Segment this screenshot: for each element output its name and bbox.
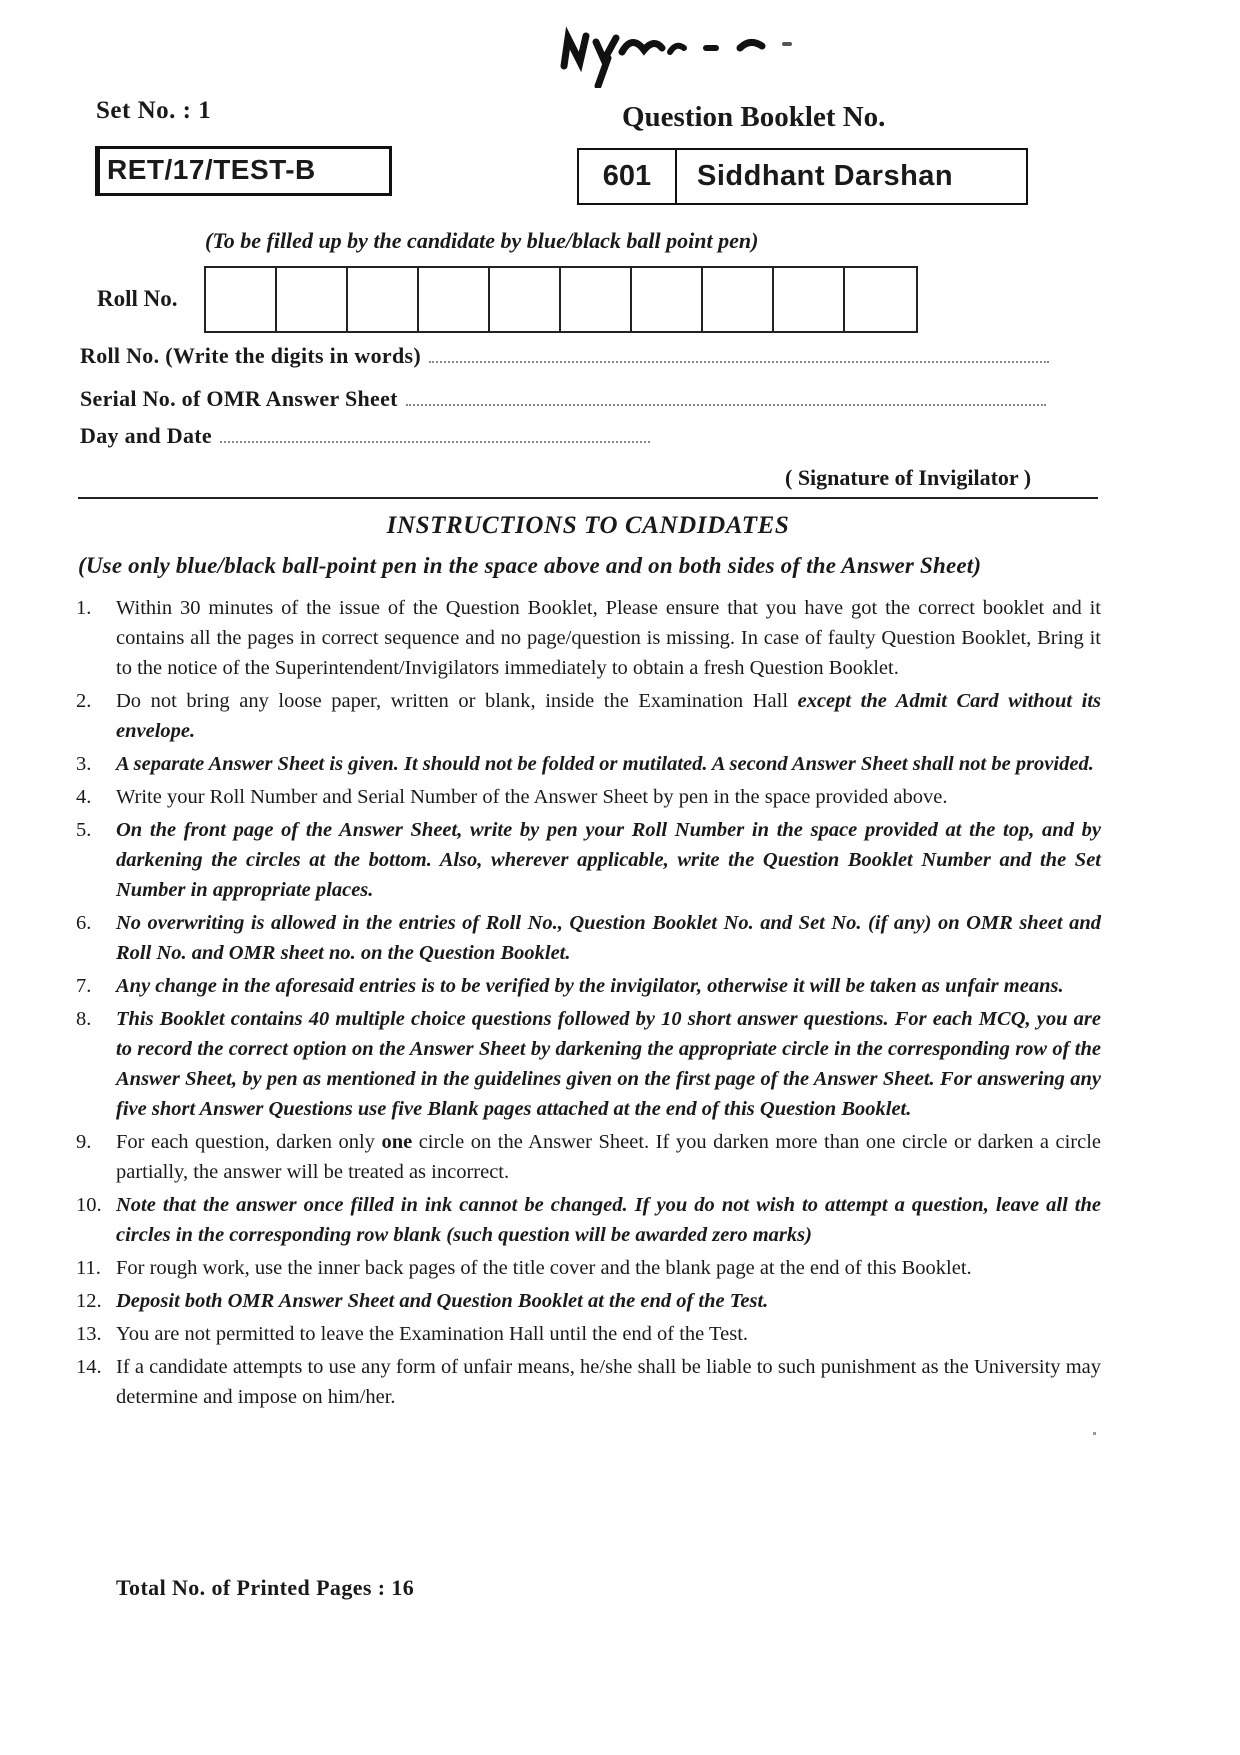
instruction-text: Within 30 minutes of the issue of the Question Booklet, Please ensure that you have got the correct booklet and it contains all the pages in correct sequence and no page/question is missing. In case of faulty Question Booklet, Bring it to the notice of the Superintendent/Invigilators immediately to obtain a fresh Question Booklet.: [116, 597, 1101, 679]
roll-no-words-row: [80, 343, 1049, 369]
roll-no-label: Roll No.: [97, 286, 178, 311]
total-printed-pages: Total No. of Printed Pages : 16: [116, 1575, 415, 1600]
roll-digit-box[interactable]: [632, 268, 703, 331]
instruction-text: For rough work, use the inner back pages of the title cover and the blank page at the end of this Booklet.: [116, 1257, 972, 1279]
roll-digit-box[interactable]: [561, 268, 632, 331]
instruction-number: 10.: [76, 1194, 102, 1216]
instruction-text: No overwriting is allowed in the entries of Roll No., Question Booklet No. and Set No. (if any) on OMR sheet and Roll No. and OMR sheet no. on the Question Booklet.: [116, 912, 1101, 964]
roll-no-grid[interactable]: [204, 266, 918, 333]
instructions-list: [76, 593, 1101, 1415]
roll-digit-box[interactable]: [774, 268, 845, 331]
instruction-number: 12.: [76, 1290, 102, 1312]
instruction-text: Deposit both OMR Answer Sheet and Question Booklet at the end of the Test.: [116, 1290, 769, 1312]
instruction-number: 4.: [76, 786, 92, 808]
instruction-item: [76, 686, 1101, 746]
roll-digit-box[interactable]: [419, 268, 490, 331]
fill-instruction: (To be filled up by the candidate by blue/black ball point pen): [205, 228, 759, 253]
roll-digit-box[interactable]: [490, 268, 561, 331]
instruction-text-emphasis: one: [381, 1131, 413, 1153]
instruction-item: [76, 971, 1101, 1001]
omr-serial-row: [80, 386, 1046, 412]
instruction-number: 7.: [76, 975, 92, 997]
instruction-text: If a candidate attempts to use any form of unfair means, he/she shall be liable to such punishment as the University may determine and impose on him/her.: [116, 1356, 1101, 1408]
instruction-item: [76, 1127, 1101, 1187]
question-booklet-label: Question Booklet No.: [622, 101, 886, 133]
instruction-number: 8.: [76, 1008, 92, 1030]
instruction-item: [76, 1253, 1101, 1283]
instruction-text-emphasis: except the Admit Card without its envelope.: [116, 690, 1101, 742]
instruction-text: You are not permitted to leave the Examination Hall until the end of the Test.: [116, 1323, 749, 1345]
roll-digit-box[interactable]: [348, 268, 419, 331]
instruction-item: [76, 1319, 1101, 1349]
instruction-number: 6.: [76, 912, 92, 934]
instruction-text-plain: Do not bring any loose paper, written or blank, inside the Examination Hall: [116, 690, 798, 712]
day-date-row: [80, 423, 650, 449]
instruction-item: [76, 782, 1101, 812]
roll-digit-box[interactable]: [277, 268, 348, 331]
instruction-number: 2.: [76, 690, 92, 712]
roll-no-words-label: Roll No. (Write the digits in words): [80, 343, 421, 368]
subject-name: Siddhant Darshan: [697, 160, 954, 192]
booklet-number-box: [577, 148, 1028, 205]
instruction-text: Write your Roll Number and Serial Number of the Answer Sheet by pen in the space provided above.: [116, 786, 948, 808]
omr-serial-field[interactable]: [406, 404, 1046, 406]
instruction-text: Note that the answer once filled in ink cannot be changed. If you do not wish to attempt a question, leave all the circles in the corresponding row blank (such question will be awarded zero marks): [116, 1194, 1101, 1246]
instructions-title: INSTRUCTIONS TO CANDIDATES: [386, 512, 790, 539]
instruction-item: [76, 1286, 1101, 1316]
instruction-item: [76, 593, 1101, 683]
instruction-number: 11.: [76, 1257, 101, 1279]
roll-no-words-field[interactable]: [429, 361, 1049, 363]
instruction-number: 3.: [76, 753, 92, 775]
roll-digit-box[interactable]: [845, 268, 916, 331]
instruction-text: [116, 686, 1101, 746]
handwritten-note: [558, 8, 858, 88]
instruction-text: Any change in the aforesaid entries is to be verified by the invigilator, otherwise it will be taken as unfair means.: [116, 975, 1064, 997]
roll-digit-box[interactable]: [703, 268, 774, 331]
day-date-field[interactable]: [220, 441, 650, 443]
instruction-text-plain: For each question, darken only: [116, 1131, 382, 1153]
instruction-number: 13.: [76, 1323, 102, 1345]
instruction-item: [76, 1004, 1101, 1124]
instructions-subtitle: (Use only blue/black ball-point pen in the space above and on both sides of the Answer Sheet): [78, 553, 982, 578]
instruction-item: [76, 815, 1101, 905]
set-number: Set No. : 1: [96, 97, 212, 124]
instruction-item: [76, 1190, 1101, 1250]
divider: [78, 497, 1098, 499]
instruction-item: [76, 908, 1101, 968]
instruction-number: 5.: [76, 819, 92, 841]
invigilator-signature-label: ( Signature of Invigilator ): [785, 465, 1032, 490]
test-code: RET/17/TEST-B: [107, 154, 316, 185]
scan-speck: [1093, 1432, 1096, 1435]
booklet-number: 601: [579, 150, 677, 203]
instruction-text-plain: circle on the Answer Sheet. If you darken more than one circle or darken a circle partially, the answer will be treated as incorrect.: [116, 1131, 1102, 1183]
instruction-number: 1.: [76, 597, 92, 619]
instruction-item: [76, 749, 1101, 779]
instruction-text: [116, 1127, 1101, 1187]
instruction-item: [76, 1352, 1101, 1412]
instruction-number: 9.: [76, 1131, 92, 1153]
instruction-text: On the front page of the Answer Sheet, write by pen your Roll Number in the space provided at the top, and by darkening the circles at the bottom. Also, wherever applicable, write the Question Booklet Number and the Set Number in appropriate places.: [116, 819, 1101, 901]
omr-serial-label: Serial No. of OMR Answer Sheet: [80, 386, 398, 411]
test-code-box: [95, 146, 392, 196]
instruction-number: 14.: [76, 1356, 102, 1378]
instruction-text: A separate Answer Sheet is given. It should not be folded or mutilated. A second Answer Sheet shall not be provided.: [116, 753, 1094, 775]
roll-digit-box[interactable]: [206, 268, 277, 331]
day-date-label: Day and Date: [80, 423, 212, 448]
instruction-text: This Booklet contains 40 multiple choice questions followed by 10 short answer questions. For each MCQ, you are to record the correct option on the Answer Sheet by darkening the appropriate circle in the corresponding row of the Answer Sheet, by pen as mentioned in the guidelines given on the first page of the Answer Sheet. For answering any five short Answer Questions use five Blank pages attached at the end of this Question Booklet.: [116, 1008, 1101, 1120]
